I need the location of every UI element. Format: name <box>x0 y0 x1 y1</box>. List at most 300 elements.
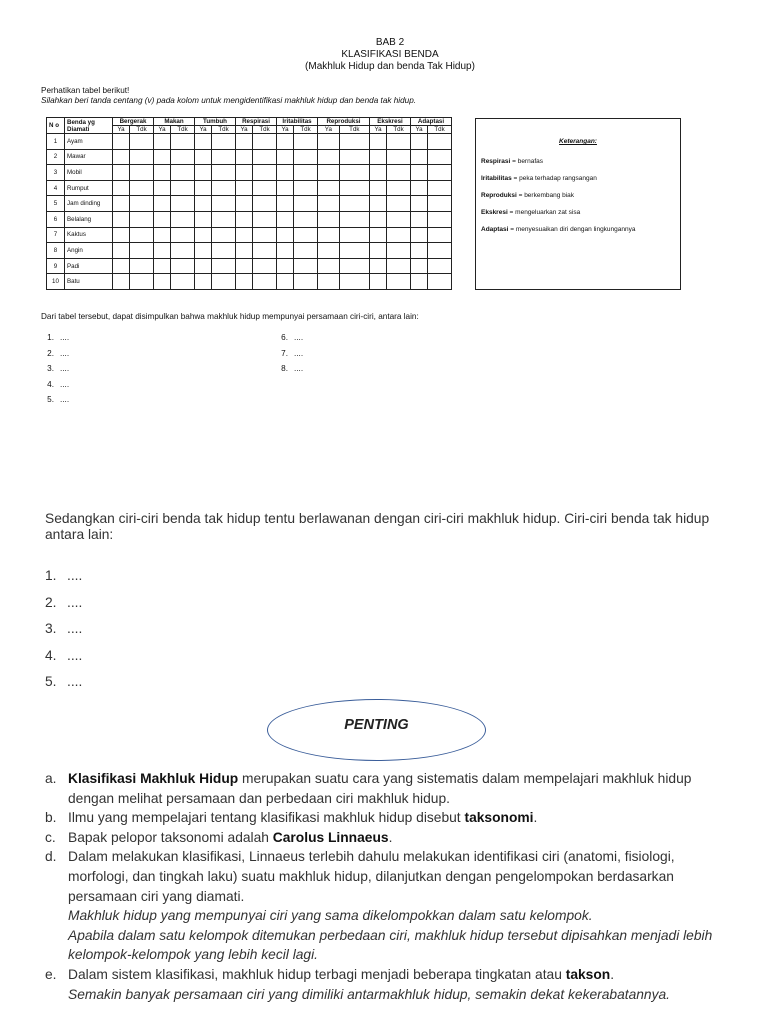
row-number: 8 <box>47 243 65 259</box>
check-cell[interactable] <box>253 149 277 165</box>
check-cell[interactable] <box>428 196 452 212</box>
check-cell[interactable] <box>318 211 340 227</box>
check-cell[interactable] <box>428 243 452 259</box>
list-item <box>274 346 303 362</box>
sub-header-ya: Ya <box>113 126 130 134</box>
point-c-text: Bapak pelopor taksonomi adalah <box>68 829 273 845</box>
check-cell[interactable] <box>195 243 212 259</box>
check-cell[interactable] <box>171 165 195 181</box>
check-cell[interactable] <box>212 243 236 259</box>
check-cell[interactable] <box>387 227 411 243</box>
check-cell[interactable] <box>387 258 411 274</box>
check-cell[interactable] <box>339 196 369 212</box>
list-number: 5. <box>45 674 57 689</box>
object-name: Jam dinding <box>65 196 113 212</box>
check-cell[interactable] <box>236 211 253 227</box>
answer-blank[interactable]: .... <box>60 333 70 342</box>
check-cell[interactable] <box>195 258 212 274</box>
check-cell[interactable] <box>370 196 387 212</box>
check-cell[interactable] <box>253 180 277 196</box>
legend-term: Iritabilitas <box>481 175 512 182</box>
list-number: 4. <box>45 647 57 663</box>
check-cell[interactable] <box>236 134 253 150</box>
check-cell[interactable] <box>212 258 236 274</box>
check-cell[interactable] <box>154 211 171 227</box>
check-cell[interactable] <box>277 149 294 165</box>
legend-term: Reproduksi <box>481 192 517 199</box>
check-cell[interactable] <box>212 196 236 212</box>
check-cell[interactable] <box>253 274 277 290</box>
legend-definition: bernafas <box>517 158 543 165</box>
sub-header-ya: Ya <box>195 126 212 134</box>
point-b <box>45 808 735 828</box>
point-d-note-1: Makhluk hidup yang mempunyai ciri yang sama dikelompokkan dalam satu kelompok. <box>68 908 593 924</box>
check-cell[interactable] <box>387 149 411 165</box>
legend-definition: peka terhadap rangsangan <box>519 175 597 182</box>
table-row <box>47 149 452 165</box>
check-cell[interactable] <box>236 274 253 290</box>
list-item <box>40 361 69 377</box>
legend-term: Ekskresi <box>481 209 508 216</box>
check-cell[interactable] <box>130 258 154 274</box>
check-cell[interactable] <box>411 211 428 227</box>
check-cell[interactable] <box>277 258 294 274</box>
list-number: 8. <box>281 364 288 374</box>
table-row <box>47 274 452 290</box>
point-e <box>45 965 735 1004</box>
answer-blank[interactable]: .... <box>67 674 83 689</box>
check-cell[interactable] <box>212 149 236 165</box>
check-cell[interactable] <box>236 165 253 181</box>
list-item <box>40 346 69 362</box>
check-cell[interactable] <box>428 165 452 181</box>
check-cell[interactable] <box>130 134 154 150</box>
row-number: 2 <box>47 149 65 165</box>
check-cell[interactable] <box>277 196 294 212</box>
table-row <box>47 165 452 181</box>
list-number: 3. <box>47 364 54 374</box>
column-group-header: Respirasi <box>236 118 277 126</box>
check-cell[interactable] <box>277 211 294 227</box>
check-cell[interactable] <box>113 243 130 259</box>
check-cell[interactable] <box>294 274 318 290</box>
list-number: 2. <box>45 594 57 610</box>
check-cell[interactable] <box>195 134 212 150</box>
check-cell[interactable] <box>130 149 154 165</box>
check-cell[interactable] <box>387 243 411 259</box>
check-cell[interactable] <box>113 134 130 150</box>
point-marker: b. <box>45 810 57 826</box>
row-number: 5 <box>47 196 65 212</box>
check-cell[interactable] <box>370 134 387 150</box>
sub-header-tdk: Tdk <box>387 126 411 134</box>
point-e-text: Dalam sistem klasifikasi, makhluk hidup terbagi menjadi beberapa tingkatan atau <box>68 966 566 982</box>
sub-header-ya: Ya <box>154 126 171 134</box>
check-cell[interactable] <box>130 243 154 259</box>
instruction-line: Silahkan beri tanda centang (v) pada kolom untuk mengidentifikasi makhluk hidup dan benda tak hidup. <box>41 96 417 105</box>
conclusion-text: Dari tabel tersebut, dapat disimpulkan bahwa makhluk hidup mempunyai persamaan ciri-ciri, antara lain: <box>41 312 419 321</box>
check-cell[interactable] <box>113 149 130 165</box>
check-cell[interactable] <box>428 149 452 165</box>
check-cell[interactable] <box>339 211 369 227</box>
check-cell[interactable] <box>212 180 236 196</box>
object-name: Belalang <box>65 211 113 227</box>
point-marker: a. <box>45 771 57 786</box>
check-cell[interactable] <box>212 165 236 181</box>
list-item <box>40 377 69 393</box>
check-cell[interactable] <box>277 227 294 243</box>
legend-term: Respirasi <box>481 158 511 165</box>
check-cell[interactable] <box>113 274 130 290</box>
legend-separator: = <box>511 175 520 182</box>
check-cell[interactable] <box>253 258 277 274</box>
sub-header-ya: Ya <box>236 126 253 134</box>
check-cell[interactable] <box>277 134 294 150</box>
point-b-end: . <box>533 810 538 826</box>
check-cell[interactable] <box>195 180 212 196</box>
check-cell[interactable] <box>253 196 277 212</box>
object-name: Angin <box>65 243 113 259</box>
check-cell[interactable] <box>154 149 171 165</box>
check-cell[interactable] <box>154 227 171 243</box>
check-cell[interactable] <box>253 227 277 243</box>
check-cell[interactable] <box>154 243 171 259</box>
sub-header-tdk: Tdk <box>253 126 277 134</box>
point-b-text: Ilmu yang mempelajari tentang klasifikasi makhluk hidup disebut <box>68 810 465 826</box>
check-cell[interactable] <box>318 149 340 165</box>
check-cell[interactable] <box>253 165 277 181</box>
sub-header-tdk: Tdk <box>428 126 452 134</box>
check-cell[interactable] <box>171 134 195 150</box>
point-c <box>45 828 735 848</box>
check-cell[interactable] <box>253 211 277 227</box>
check-cell[interactable] <box>294 243 318 259</box>
check-cell[interactable] <box>387 274 411 290</box>
nonliving-intro: Sedangkan ciri-ciri benda tak hidup tentu berlawanan dengan ciri-ciri makhluk hidup. Ciri-ciri benda tak hidup antara lain: <box>45 511 710 542</box>
check-cell[interactable] <box>370 180 387 196</box>
check-cell[interactable] <box>318 227 340 243</box>
object-name: Mobil <box>65 165 113 181</box>
list-item <box>45 616 82 643</box>
list-number: 1. <box>47 333 54 342</box>
check-cell[interactable] <box>318 165 340 181</box>
object-name: Ayam <box>65 134 113 150</box>
list-item <box>45 563 82 590</box>
column-header-object: Benda yg Diamati <box>65 118 113 134</box>
row-number: 10 <box>47 274 65 290</box>
chapter-label: BAB 2 <box>375 37 405 48</box>
check-cell[interactable] <box>277 274 294 290</box>
check-cell[interactable] <box>154 274 171 290</box>
sub-header-ya: Ya <box>277 126 294 134</box>
check-cell[interactable] <box>318 196 340 212</box>
check-cell[interactable] <box>212 227 236 243</box>
check-cell[interactable] <box>195 274 212 290</box>
list-item <box>274 330 303 346</box>
answer-blank[interactable]: .... <box>67 647 83 663</box>
check-cell[interactable] <box>318 134 340 150</box>
sub-header-tdk: Tdk <box>339 126 369 134</box>
check-cell[interactable] <box>370 243 387 259</box>
check-cell[interactable] <box>339 243 369 259</box>
nonliving-traits-list <box>45 563 82 696</box>
sub-header-ya: Ya <box>318 126 340 134</box>
check-cell[interactable] <box>339 134 369 150</box>
column-group-header: Makan <box>154 118 195 126</box>
check-cell[interactable] <box>130 196 154 212</box>
check-cell[interactable] <box>387 134 411 150</box>
point-c-term: Carolus Linnaeus <box>272 829 389 845</box>
important-points <box>45 769 735 1004</box>
table-row <box>47 196 452 212</box>
list-number: 5. <box>47 395 54 405</box>
check-cell[interactable] <box>387 211 411 227</box>
legend-separator: = <box>508 226 516 233</box>
check-cell[interactable] <box>171 149 195 165</box>
check-cell[interactable] <box>370 227 387 243</box>
check-cell[interactable] <box>294 227 318 243</box>
answer-blank[interactable]: .... <box>294 348 304 358</box>
check-cell[interactable] <box>113 180 130 196</box>
check-cell[interactable] <box>428 258 452 274</box>
point-marker: e. <box>45 966 57 982</box>
check-cell[interactable] <box>154 196 171 212</box>
check-cell[interactable] <box>277 165 294 181</box>
check-cell[interactable] <box>171 258 195 274</box>
answer-blank[interactable]: .... <box>60 348 70 358</box>
answer-blank[interactable]: .... <box>60 364 70 374</box>
check-cell[interactable] <box>387 180 411 196</box>
living-traits-list-right <box>274 330 303 377</box>
check-cell[interactable] <box>411 196 428 212</box>
check-cell[interactable] <box>212 134 236 150</box>
check-cell[interactable] <box>195 149 212 165</box>
check-cell[interactable] <box>294 258 318 274</box>
check-cell[interactable] <box>411 149 428 165</box>
check-cell[interactable] <box>236 149 253 165</box>
check-cell[interactable] <box>428 227 452 243</box>
check-cell[interactable] <box>154 134 171 150</box>
table-row <box>47 134 452 150</box>
check-cell[interactable] <box>171 274 195 290</box>
check-cell[interactable] <box>130 211 154 227</box>
point-marker: c. <box>45 829 56 845</box>
object-name: Padi <box>65 258 113 274</box>
check-cell[interactable] <box>294 165 318 181</box>
list-item <box>45 643 82 670</box>
legend-separator: = <box>516 192 525 199</box>
object-name: Kaktus <box>65 227 113 243</box>
check-cell[interactable] <box>411 243 428 259</box>
check-cell[interactable] <box>253 243 277 259</box>
penting-label: PENTING <box>344 717 409 733</box>
check-cell[interactable] <box>318 243 340 259</box>
check-cell[interactable] <box>318 258 340 274</box>
column-group-header: Tumbuh <box>195 118 236 126</box>
check-cell[interactable] <box>113 211 130 227</box>
legend-separator: = <box>507 209 516 216</box>
check-cell[interactable] <box>428 134 452 150</box>
check-cell[interactable] <box>318 180 340 196</box>
check-cell[interactable] <box>339 165 369 181</box>
legend-separator: = <box>510 158 518 165</box>
check-cell[interactable] <box>130 227 154 243</box>
legend-box <box>475 118 681 290</box>
check-cell[interactable] <box>294 180 318 196</box>
object-name: Batu <box>65 274 113 290</box>
legend-definition: menyesuaikan diri dengan lingkungannya <box>515 226 636 233</box>
check-cell[interactable] <box>236 196 253 212</box>
check-cell[interactable] <box>195 196 212 212</box>
answer-blank[interactable]: .... <box>67 568 83 583</box>
check-cell[interactable] <box>113 258 130 274</box>
check-cell[interactable] <box>339 149 369 165</box>
sub-header-ya: Ya <box>411 126 428 134</box>
column-group-header: Ekskresi <box>370 118 411 126</box>
check-cell[interactable] <box>294 134 318 150</box>
check-cell[interactable] <box>171 243 195 259</box>
check-cell[interactable] <box>154 165 171 181</box>
point-a-term: Klasifikasi Makhluk Hidup <box>68 771 239 786</box>
check-cell[interactable] <box>339 227 369 243</box>
check-cell[interactable] <box>277 243 294 259</box>
list-item <box>40 330 69 346</box>
legend-item <box>476 158 680 175</box>
check-cell[interactable] <box>294 211 318 227</box>
check-cell[interactable] <box>428 211 452 227</box>
page-subtitle: (Makhluk Hidup dan benda Tak Hidup) <box>305 61 475 72</box>
check-cell[interactable] <box>370 149 387 165</box>
list-item <box>45 669 82 696</box>
check-cell[interactable] <box>236 243 253 259</box>
check-cell[interactable] <box>370 165 387 181</box>
table-row <box>47 258 452 274</box>
list-number: 1. <box>45 568 57 583</box>
legend-definition: mengeluarkan zat sisa <box>515 209 581 216</box>
check-cell[interactable] <box>171 180 195 196</box>
sub-header-tdk: Tdk <box>130 126 154 134</box>
observation-table <box>46 117 452 290</box>
answer-blank[interactable]: .... <box>67 594 83 610</box>
check-cell[interactable] <box>277 180 294 196</box>
intro-text <box>41 86 416 106</box>
check-cell[interactable] <box>154 180 171 196</box>
check-cell[interactable] <box>253 134 277 150</box>
check-cell[interactable] <box>130 274 154 290</box>
point-marker: d. <box>45 849 57 865</box>
table-row <box>47 180 452 196</box>
check-cell[interactable] <box>387 196 411 212</box>
column-group-header: Adaptasi <box>411 118 452 126</box>
check-cell[interactable] <box>212 274 236 290</box>
check-cell[interactable] <box>236 258 253 274</box>
check-cell[interactable] <box>370 258 387 274</box>
point-c-end: . <box>388 829 393 845</box>
check-cell[interactable] <box>236 227 253 243</box>
check-cell[interactable] <box>387 165 411 181</box>
check-cell[interactable] <box>113 196 130 212</box>
list-number: 2. <box>47 348 54 358</box>
check-cell[interactable] <box>339 258 369 274</box>
answer-blank[interactable]: .... <box>294 364 304 374</box>
point-e-end: . <box>610 966 615 982</box>
point-a <box>45 769 735 808</box>
check-cell[interactable] <box>195 227 212 243</box>
check-cell[interactable] <box>113 165 130 181</box>
answer-blank[interactable]: .... <box>60 379 70 389</box>
point-d-note-2: Apabila dalam satu kelompok ditemukan perbedaan ciri, makhluk hidup tersebut dipisahkan menjadi lebih kelompok-kelompok yang lebih kecil lagi. <box>68 927 713 963</box>
table-header-row <box>47 118 452 126</box>
page-title: KLASIFIKASI BENDA <box>341 49 439 60</box>
row-number: 1 <box>47 134 65 150</box>
check-cell[interactable] <box>236 180 253 196</box>
check-cell[interactable] <box>294 196 318 212</box>
check-cell[interactable] <box>411 165 428 181</box>
sub-header-tdk: Tdk <box>212 126 236 134</box>
check-cell[interactable] <box>113 227 130 243</box>
point-e-note: Semakin banyak persamaan ciri yang dimiliki antarmakhluk hidup, semakin dekat kekerabatannya. <box>68 986 671 1002</box>
check-cell[interactable] <box>411 134 428 150</box>
check-cell[interactable] <box>370 211 387 227</box>
check-cell[interactable] <box>428 274 452 290</box>
sub-header-ya: Ya <box>370 126 387 134</box>
list-item <box>274 361 303 377</box>
check-cell[interactable] <box>411 274 428 290</box>
check-cell[interactable] <box>318 274 340 290</box>
answer-blank[interactable]: .... <box>67 621 83 636</box>
check-cell[interactable] <box>339 274 369 290</box>
check-cell[interactable] <box>130 165 154 181</box>
check-cell[interactable] <box>154 258 171 274</box>
check-cell[interactable] <box>411 258 428 274</box>
list-item <box>45 590 82 617</box>
legend-title: Keterangan: <box>559 138 597 145</box>
check-cell[interactable] <box>171 196 195 212</box>
check-cell[interactable] <box>411 180 428 196</box>
legend-items <box>476 158 680 243</box>
list-number: 6. <box>281 333 288 342</box>
sub-header-tdk: Tdk <box>171 126 195 134</box>
check-cell[interactable] <box>212 211 236 227</box>
check-cell[interactable] <box>294 149 318 165</box>
check-cell[interactable] <box>171 211 195 227</box>
check-cell[interactable] <box>428 180 452 196</box>
point-e-term: takson <box>565 966 611 982</box>
answer-blank[interactable]: .... <box>294 333 304 342</box>
row-number: 3 <box>47 165 65 181</box>
check-cell[interactable] <box>171 227 195 243</box>
page-header <box>0 37 768 73</box>
check-cell[interactable] <box>339 180 369 196</box>
list-number: 7. <box>281 348 288 358</box>
legend-item <box>476 209 680 226</box>
legend-item <box>476 226 680 243</box>
table-body <box>47 134 452 290</box>
check-cell[interactable] <box>195 211 212 227</box>
legend-item <box>476 175 680 192</box>
answer-blank[interactable]: .... <box>60 395 70 405</box>
check-cell[interactable] <box>370 274 387 290</box>
column-group-header: Reproduksi <box>318 118 370 126</box>
check-cell[interactable] <box>195 165 212 181</box>
legend-definition: berkembang biak <box>524 192 575 199</box>
check-cell[interactable] <box>130 180 154 196</box>
object-name: Mawar <box>65 149 113 165</box>
check-cell[interactable] <box>411 227 428 243</box>
living-traits-list-left <box>40 330 69 408</box>
list-number: 3. <box>45 621 57 636</box>
row-number: 7 <box>47 227 65 243</box>
